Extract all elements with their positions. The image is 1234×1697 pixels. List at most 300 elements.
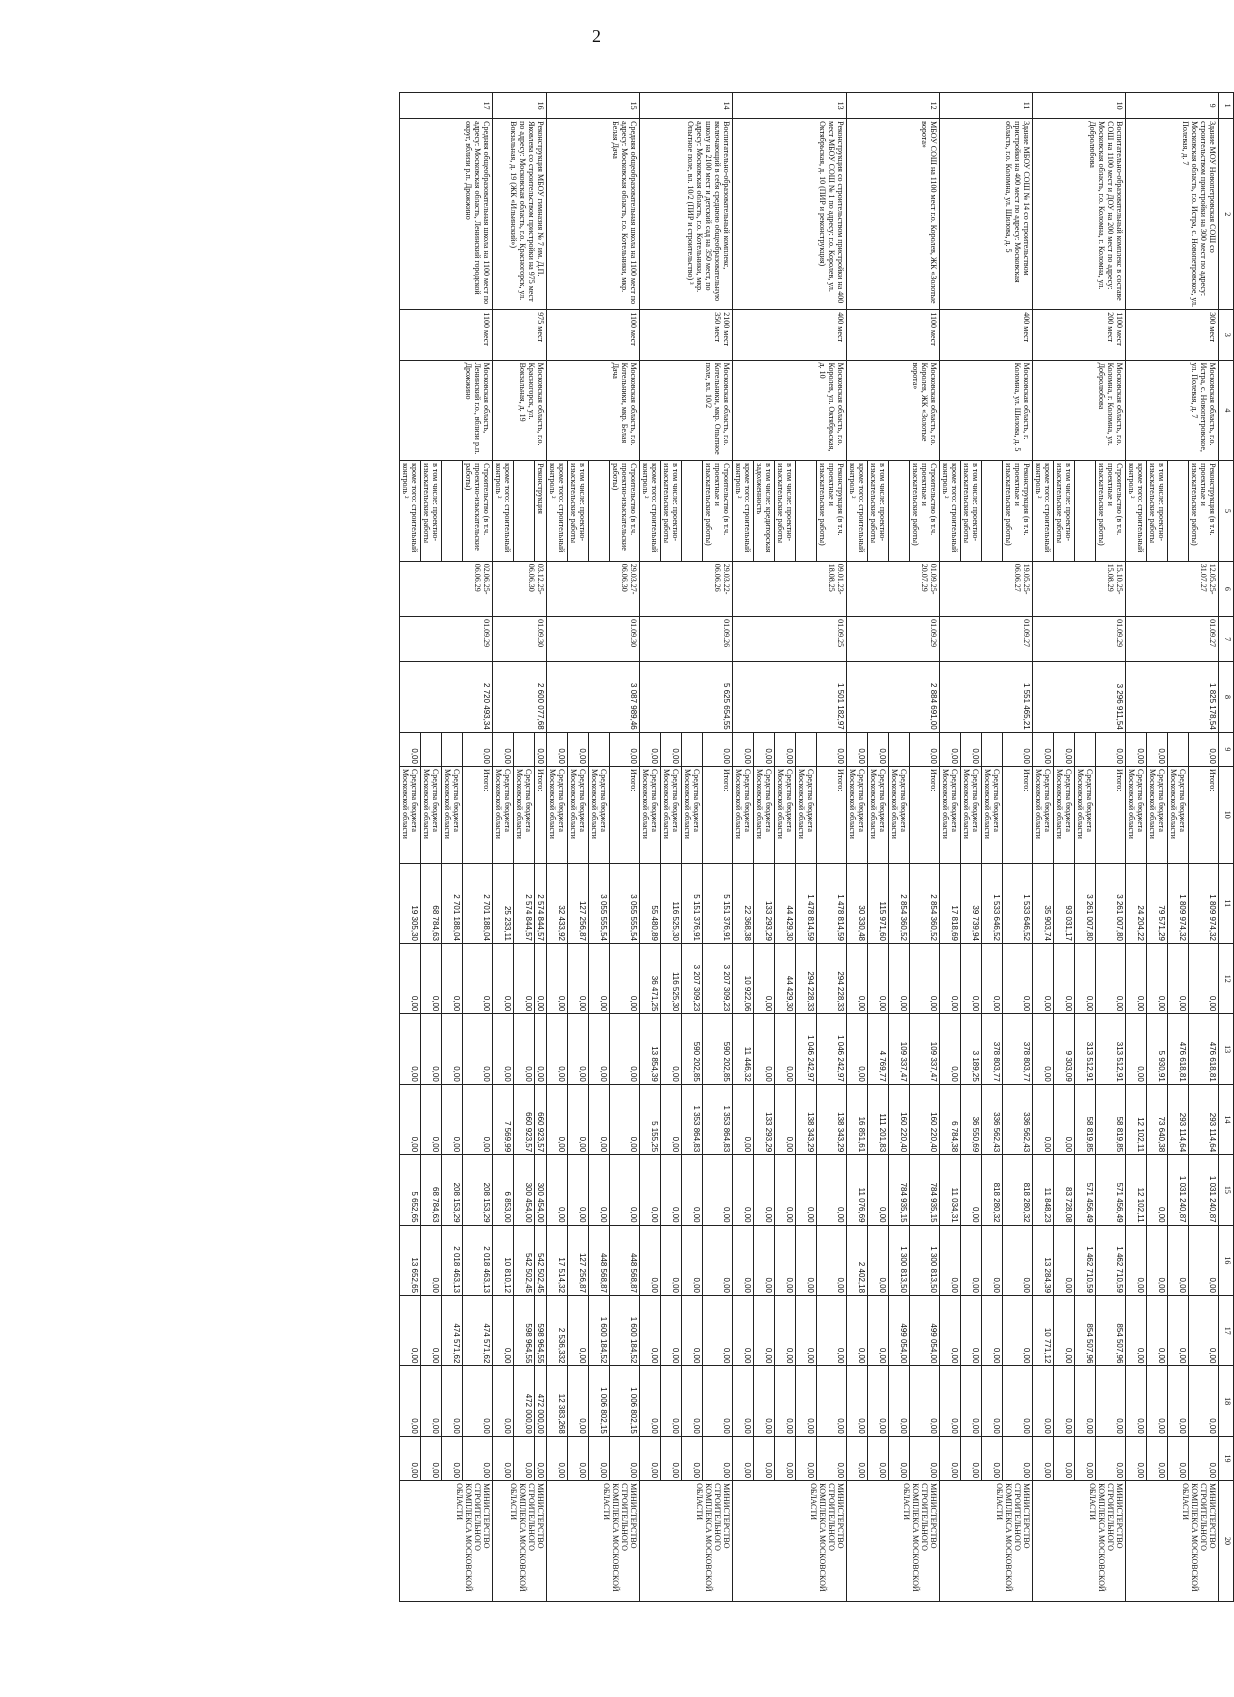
amount-cell: 0,00: [421, 943, 442, 1013]
amount-cell: 0,00: [1033, 1084, 1054, 1154]
amount-cell: 0,00: [421, 1225, 442, 1295]
amount-cell: 300 454,00: [535, 1155, 547, 1225]
amount-cell: 1 300 813,50: [910, 1225, 940, 1295]
amount-cell: 0,00: [661, 1366, 682, 1436]
column-number: 15: [1219, 1155, 1234, 1225]
amount-cell: 0,00: [817, 1155, 847, 1225]
amount-cell: 0,00: [775, 1366, 796, 1436]
col9-value: [889, 732, 910, 766]
amount-cell: 378 803,77: [982, 1014, 1003, 1084]
commission-date: 01.09.29: [847, 617, 940, 662]
amount-cell: 294 228,33: [796, 943, 817, 1013]
amount-cell: 12 383,268: [547, 1366, 568, 1436]
col9-value: [589, 732, 610, 766]
work-type: [796, 461, 817, 562]
funding-source: Средства бюджета Московской области: [1075, 766, 1096, 863]
column-number: 12: [1219, 943, 1234, 1013]
amount-cell: 1 809 974,32: [1168, 863, 1189, 943]
amount-cell: 0,00: [868, 1225, 889, 1295]
amount-cell: 0,00: [982, 1225, 1003, 1295]
funding-source: Итого:: [1003, 766, 1033, 863]
row-number: 16: [493, 93, 547, 119]
column-number: 11: [1219, 863, 1234, 943]
amount-cell: 83 728,08: [1054, 1155, 1075, 1225]
amount-cell: 0,00: [796, 1225, 817, 1295]
work-type: кроме того: строительный контроль ²: [733, 461, 754, 562]
table-row: [610, 93, 640, 1602]
amount-cell: 3 055 555,54: [610, 863, 640, 943]
amount-cell: 6 784,38: [940, 1084, 961, 1154]
commission-date: 01.09.25: [733, 617, 847, 662]
amount-cell: 0,00: [640, 1296, 661, 1366]
total-cost: 3 087 989,46: [547, 662, 640, 732]
amount-cell: 0,00: [703, 1155, 733, 1225]
amount-cell: 499 054,00: [910, 1296, 940, 1366]
amount-cell: 0,00: [568, 1084, 589, 1154]
amount-cell: 1 006 802,15: [589, 1366, 610, 1436]
row-number: 14: [640, 93, 733, 119]
amount-cell: 0,00: [796, 1155, 817, 1225]
work-type: [589, 461, 610, 562]
address: Московская область, г.о. Королев, ул. Октябрьская, д. 10: [733, 360, 847, 461]
funding-source: Средства бюджета Московской области: [733, 766, 754, 863]
amount-cell: 3 189,25: [961, 1014, 982, 1084]
col9-value: 0,00: [868, 732, 889, 766]
amount-cell: 293 114,64: [1168, 1084, 1189, 1154]
column-number: 7: [1219, 617, 1234, 662]
amount-cell: 0,00: [589, 1436, 610, 1480]
amount-cell: 0,00: [463, 943, 493, 1013]
amount-cell: 13 284,39: [1033, 1225, 1054, 1295]
funding-source: Средства бюджета Московской области: [1126, 766, 1147, 863]
amount-cell: 0,00: [1189, 1296, 1219, 1366]
amount-cell: 0,00: [1096, 943, 1126, 1013]
amount-cell: 0,00: [1168, 943, 1189, 1013]
amount-cell: 0,00: [514, 1014, 535, 1084]
amount-cell: 58 819,85: [1075, 1084, 1096, 1154]
amount-cell: 11 076,69: [847, 1155, 868, 1225]
column-number: 5: [1219, 461, 1234, 562]
amount-cell: 0,00: [733, 1155, 754, 1225]
amount-cell: 542 502,45: [535, 1225, 547, 1295]
work-type: кроме того: строительный контроль ²: [940, 461, 961, 562]
amount-cell: 0,00: [1189, 1225, 1219, 1295]
amount-cell: 138 343,29: [817, 1084, 847, 1154]
amount-cell: 2 854 360,52: [889, 863, 910, 943]
row-number: 9: [1126, 93, 1219, 119]
work-type: [889, 461, 910, 562]
col9-value: 0,00: [1096, 732, 1126, 766]
amount-cell: 0,00: [610, 1155, 640, 1225]
amount-cell: 0,00: [1168, 1436, 1189, 1480]
amount-cell: 854 507,96: [1096, 1296, 1126, 1366]
amount-cell: 0,00: [796, 1366, 817, 1436]
funding-source: Итого:: [817, 766, 847, 863]
amount-cell: 0,00: [703, 1436, 733, 1480]
responsible-body: МИНИСТЕРСТВО СТРОИТЕЛЬНОГО КОМПЛЕКСА МОСКОВСКОЙ ОБЛАСТИ: [847, 1481, 940, 1602]
amount-cell: 0,00: [535, 943, 547, 1013]
amount-cell: 4 769,77: [868, 1014, 889, 1084]
responsible-body: МИНИСТЕРСТВО СТРОИТЕЛЬНОГО КОМПЛЕКСА МОСКОВСКОЙ ОБЛАСТИ: [493, 1481, 547, 1602]
amount-cell: 0,00: [1096, 1436, 1126, 1480]
responsible-body: МИНИСТЕРСТВО СТРОИТЕЛЬНОГО КОМПЛЕКСА МОСКОВСКОЙ ОБЛАСТИ: [1033, 1481, 1126, 1602]
amount-cell: 2 701 188,04: [463, 863, 493, 943]
commission-date: 01.09.26: [640, 617, 733, 662]
amount-cell: 0,00: [961, 1155, 982, 1225]
row-number: 13: [733, 93, 847, 119]
col9-value: 0,00: [775, 732, 796, 766]
col9-value: 0,00: [1054, 732, 1075, 766]
col9-value: 0,00: [733, 732, 754, 766]
amount-cell: 5 930,91: [1147, 1014, 1168, 1084]
amount-cell: 0,00: [547, 1436, 568, 1480]
amount-cell: 0,00: [1126, 943, 1147, 1013]
work-type: в том числе: проектно-изыскательские работы: [568, 461, 589, 562]
address: Московская область, Ленинский г.о., вблизи р.п. Дрожжино: [400, 360, 493, 461]
amount-cell: 0,00: [661, 1014, 682, 1084]
amount-cell: 0,00: [640, 1436, 661, 1480]
amount-cell: 2 018 463,13: [463, 1225, 493, 1295]
amount-cell: 0,00: [568, 1366, 589, 1436]
amount-cell: 0,00: [1075, 943, 1096, 1013]
amount-cell: 12 102,11: [1126, 1084, 1147, 1154]
amount-cell: 36 550,69: [961, 1084, 982, 1154]
work-type: [982, 461, 1003, 562]
amount-cell: 2 701 188,04: [442, 863, 463, 943]
amount-cell: 133 293,29: [754, 863, 775, 943]
amount-cell: 0,00: [775, 1436, 796, 1480]
amount-cell: 0,00: [682, 1296, 703, 1366]
amount-cell: 0,00: [868, 1155, 889, 1225]
amount-cell: 17 818,69: [940, 863, 961, 943]
amount-cell: 0,00: [442, 1366, 463, 1436]
amount-cell: 2 402,18: [847, 1225, 868, 1295]
work-type: [1075, 461, 1096, 562]
funding-source: Средства бюджета Московской области: [661, 766, 682, 863]
amount-cell: 0,00: [1147, 1225, 1168, 1295]
amount-cell: 0,00: [1054, 943, 1075, 1013]
amount-cell: 1 353 864,83: [682, 1084, 703, 1154]
amount-cell: 0,00: [463, 1366, 493, 1436]
amount-cell: 0,00: [754, 1225, 775, 1295]
funding-source: Итого:: [910, 766, 940, 863]
amount-cell: 660 923,57: [535, 1084, 547, 1154]
amount-cell: 0,00: [610, 1436, 640, 1480]
amount-cell: 1 046 242,97: [817, 1014, 847, 1084]
work-type: в том числе: проектно-изыскательские работы: [421, 461, 442, 562]
amount-cell: 0,00: [463, 1014, 493, 1084]
amount-cell: 0,00: [421, 1084, 442, 1154]
amount-cell: 79 571,29: [1147, 863, 1168, 943]
amount-cell: 10 922,06: [733, 943, 754, 1013]
amount-cell: 0,00: [400, 1296, 421, 1366]
amount-cell: 0,00: [1096, 1366, 1126, 1436]
col9-value: 0,00: [610, 732, 640, 766]
amount-cell: 0,00: [547, 1155, 568, 1225]
commission-date: 01.09.27: [1126, 617, 1219, 662]
amount-cell: 0,00: [1054, 1436, 1075, 1480]
amount-cell: 0,00: [961, 1436, 982, 1480]
amount-cell: 0,00: [775, 1014, 796, 1084]
work-type: в том числе: проектно-изыскательские работы: [1147, 461, 1168, 562]
work-type: [442, 461, 463, 562]
col9-value: 0,00: [1003, 732, 1033, 766]
column-number: 16: [1219, 1225, 1234, 1295]
capacity: 975 мест: [493, 310, 547, 360]
amount-cell: 0,00: [847, 1296, 868, 1366]
capacity: 1100 мест: [847, 310, 940, 360]
table-row: [703, 93, 733, 1602]
amount-cell: 0,00: [682, 1155, 703, 1225]
amount-cell: 0,00: [493, 1366, 514, 1436]
funding-source: Средства бюджета Московской области: [1168, 766, 1189, 863]
col9-value: [442, 732, 463, 766]
funding-source: Средства бюджета Московской области: [982, 766, 1003, 863]
amount-cell: 590 202,85: [703, 1014, 733, 1084]
amount-cell: 0,00: [817, 1225, 847, 1295]
amount-cell: 1 600 184,52: [589, 1296, 610, 1366]
amount-cell: 0,00: [1189, 1366, 1219, 1436]
amount-cell: 0,00: [514, 943, 535, 1013]
amount-cell: 0,00: [1168, 1366, 1189, 1436]
table-row: [910, 93, 940, 1602]
work-type: Строительство (в т.ч. проектно-изыскательские работы): [463, 461, 493, 562]
amount-cell: 0,00: [400, 943, 421, 1013]
amount-cell: 0,00: [1189, 1436, 1219, 1480]
work-type: кроме того: строительный контроль ²: [847, 461, 868, 562]
row-number: 17: [400, 93, 493, 119]
amount-cell: 10 810,12: [493, 1225, 514, 1295]
amount-cell: 55 480,89: [640, 863, 661, 943]
amount-cell: 58 819,85: [1096, 1084, 1126, 1154]
col9-value: 0,00: [568, 732, 589, 766]
amount-cell: 336 562,43: [982, 1084, 1003, 1154]
amount-cell: 12 102,11: [1126, 1155, 1147, 1225]
funding-source: Средства бюджета Московской области: [1147, 766, 1168, 863]
amount-cell: 5 151 376,91: [703, 863, 733, 943]
amount-cell: 0,00: [568, 1296, 589, 1366]
amount-cell: 0,00: [868, 943, 889, 1013]
work-dates: 29.03.27-06.06.30: [547, 561, 640, 616]
work-type: кроме того: строительный контроль ²: [400, 461, 421, 562]
amount-cell: 378 803,77: [1003, 1014, 1033, 1084]
table-row: [1189, 93, 1219, 1602]
amount-cell: 0,00: [889, 1366, 910, 1436]
column-number: 10: [1219, 766, 1234, 863]
column-number: 3: [1219, 310, 1234, 360]
amount-cell: 0,00: [1054, 1366, 1075, 1436]
capacity: 2100 мест 350 мест: [640, 310, 733, 360]
amount-cell: 0,00: [661, 1225, 682, 1295]
amount-cell: 0,00: [682, 1225, 703, 1295]
col9-value: [1075, 732, 1096, 766]
amount-cell: 0,00: [847, 1366, 868, 1436]
work-type: кроме того: строительный контроль ²: [640, 461, 661, 562]
amount-cell: 0,00: [1054, 1225, 1075, 1295]
work-type: Строительство (в т.ч. проектные и изыскательские работы): [910, 461, 940, 562]
amount-cell: 0,00: [982, 943, 1003, 1013]
amount-cell: 0,00: [910, 1436, 940, 1480]
work-dates: 19.05.25-06.06.27: [940, 561, 1033, 616]
amount-cell: 0,00: [1003, 1436, 1033, 1480]
work-type: в том числе: проектно-изыскательские работы: [1054, 461, 1075, 562]
amount-cell: 571 456,49: [1096, 1155, 1126, 1225]
table-body: [400, 93, 1219, 1602]
amount-cell: 313 512,91: [1096, 1014, 1126, 1084]
amount-cell: 1 478 814,59: [817, 863, 847, 943]
object-name: Воспитательно-образовательный комплекс, включающий в себя среднюю общеобразовательную школу на 2100 мест и детский сад на 350 мест, по адресу: Московская область, г.о. Котельники, мкр. Опытное поле, вл. 10/2 (ПИР и строительство) ³: [640, 119, 733, 310]
amount-cell: 0,00: [661, 1155, 682, 1225]
table-row: [1096, 93, 1126, 1602]
funding-source: Средства бюджета Московской области: [493, 766, 514, 863]
rotated-table-container: [284, 92, 1234, 1602]
responsible-body: МИНИСТЕРСТВО СТРОИТЕЛЬНОГО КОМПЛЕКСА МОСКОВСКОЙ ОБЛАСТИ: [733, 1481, 847, 1602]
amount-cell: 5 151 376,91: [682, 863, 703, 943]
column-number: 4: [1219, 360, 1234, 461]
object-name: Здание МБОУ СОШ № 14 со строительством пристройки на 400 мест по адресу: Московская область, г.о. Коломна, ул. Шилова, д. 5: [940, 119, 1033, 310]
address: Московская область, г. Коломна, ул. Шилова, д. 5: [940, 360, 1033, 461]
amount-cell: 0,00: [847, 1436, 868, 1480]
col9-value: 0,00: [535, 732, 547, 766]
funding-source: Средства бюджета Московской области: [421, 766, 442, 863]
amount-cell: 25 233,11: [493, 863, 514, 943]
amount-cell: 0,00: [889, 943, 910, 1013]
amount-cell: 1 031 240,87: [1189, 1155, 1219, 1225]
responsible-body: МИНИСТЕРСТВО СТРОИТЕЛЬНОГО КОМПЛЕКСА МОСКОВСКОЙ ОБЛАСТИ: [640, 1481, 733, 1602]
work-type: Строительство (в т.ч. проектные и изыскательские работы): [1096, 461, 1126, 562]
amount-cell: 0,00: [982, 1296, 1003, 1366]
amount-cell: 0,00: [493, 1014, 514, 1084]
address: Московская область, г.о. Красногорск, ул. Вокзальная, д. 19: [493, 360, 547, 461]
amount-cell: 854 507,96: [1075, 1296, 1096, 1366]
amount-cell: 0,00: [463, 1436, 493, 1480]
amount-cell: 0,00: [421, 1014, 442, 1084]
amount-cell: 0,00: [1126, 1296, 1147, 1366]
amount-cell: 2 574 844,57: [535, 863, 547, 943]
object-name: Средняя общеобразовательная школа на 1100 мест по адресу: Московская область, Ленинский городской округ, вблизи р.п. Дрожжино: [400, 119, 493, 310]
amount-cell: 0,00: [442, 943, 463, 1013]
funding-source: Средства бюджета Московской области: [868, 766, 889, 863]
work-dates: 12.05.25-31.07.27: [1126, 561, 1219, 616]
amount-cell: 3 261 007,80: [1075, 863, 1096, 943]
amount-cell: 13 652,65: [400, 1225, 421, 1295]
amount-cell: 11 034,31: [940, 1155, 961, 1225]
amount-cell: 0,00: [640, 1366, 661, 1436]
amount-cell: 9 303,09: [1054, 1014, 1075, 1084]
amount-cell: 0,00: [610, 1084, 640, 1154]
amount-cell: 571 456,49: [1075, 1155, 1096, 1225]
col9-value: [1168, 732, 1189, 766]
amount-cell: 0,00: [589, 943, 610, 1013]
amount-cell: 0,00: [421, 1436, 442, 1480]
col9-value: 0,00: [754, 732, 775, 766]
amount-cell: 0,00: [817, 1296, 847, 1366]
amount-cell: 0,00: [817, 1366, 847, 1436]
amount-cell: 0,00: [682, 1366, 703, 1436]
amount-cell: 0,00: [442, 1084, 463, 1154]
investment-table: [399, 92, 1234, 1602]
col9-value: 0,00: [1147, 732, 1168, 766]
amount-cell: 0,00: [982, 1366, 1003, 1436]
amount-cell: 0,00: [817, 1436, 847, 1480]
amount-cell: 476 618,81: [1189, 1014, 1219, 1084]
amount-cell: 2 574 844,57: [514, 863, 535, 943]
amount-cell: 32 433,92: [547, 863, 568, 943]
amount-cell: 0,00: [514, 1436, 535, 1480]
amount-cell: 0,00: [982, 1436, 1003, 1480]
funding-source: Итого:: [535, 766, 547, 863]
work-type: [1168, 461, 1189, 562]
amount-cell: 1 478 814,59: [796, 863, 817, 943]
amount-cell: 0,00: [1189, 943, 1219, 1013]
funding-source: Средства бюджета Московской области: [640, 766, 661, 863]
amount-cell: 0,00: [1003, 1225, 1033, 1295]
amount-cell: 0,00: [733, 1436, 754, 1480]
work-type: в том числе: проектно-изыскательские работы: [661, 461, 682, 562]
amount-cell: 160 220,40: [910, 1084, 940, 1154]
amount-cell: 0,00: [1126, 1225, 1147, 1295]
responsible-body: МИНИСТЕРСТВО СТРОИТЕЛЬНОГО КОМПЛЕКСА МОСКОВСКОЙ ОБЛАСТИ: [400, 1481, 493, 1602]
work-type: Реконструкция (в т.ч. проектные и изыскательские работы): [1189, 461, 1219, 562]
amount-cell: 0,00: [661, 1436, 682, 1480]
col9-value: 0,00: [703, 732, 733, 766]
amount-cell: 0,00: [682, 1436, 703, 1480]
funding-source: Средства бюджета Московской области: [754, 766, 775, 863]
column-number: 14: [1219, 1084, 1234, 1154]
work-dates: 03.12.25-06.06.30: [493, 561, 547, 616]
table-row: [535, 93, 547, 1602]
funding-source: Средства бюджета Московской области: [682, 766, 703, 863]
amount-cell: 0,00: [910, 943, 940, 1013]
column-number: 6: [1219, 561, 1234, 616]
amount-cell: 0,00: [868, 1436, 889, 1480]
column-number: 9: [1219, 732, 1234, 766]
amount-cell: 3 207 309,23: [703, 943, 733, 1013]
column-number: 20: [1219, 1481, 1234, 1602]
amount-cell: 784 935,15: [889, 1155, 910, 1225]
capacity: 300 мест: [1126, 310, 1219, 360]
amount-cell: 0,00: [1075, 1436, 1096, 1480]
table-row: [1003, 93, 1033, 1602]
amount-cell: 0,00: [568, 1014, 589, 1084]
amount-cell: 0,00: [1147, 1366, 1168, 1436]
amount-cell: 0,00: [754, 943, 775, 1013]
funding-source: Итого:: [703, 766, 733, 863]
funding-source: Средства бюджета Московской области: [889, 766, 910, 863]
amount-cell: 0,00: [493, 1436, 514, 1480]
amount-cell: 0,00: [640, 1155, 661, 1225]
amount-cell: 138 343,29: [796, 1084, 817, 1154]
amount-cell: 0,00: [703, 1366, 733, 1436]
amount-cell: 11 446,32: [733, 1014, 754, 1084]
amount-cell: 598 964,55: [514, 1296, 535, 1366]
funding-source: Средства бюджета Московской области: [775, 766, 796, 863]
address: Московская область, г.о. Королев, ЖК «Золотые ворота»: [847, 360, 940, 461]
amount-cell: 0,00: [1126, 1436, 1147, 1480]
work-type: Строительство (в т.ч. проектно-изыскательские работы): [610, 461, 640, 562]
amount-cell: 0,00: [421, 1366, 442, 1436]
object-name: Реконструкция со строительством пристройки на 400 мест МБОУ СОШ № 1 по адресу: г.о. Королев, ул. Октябрьская, д. 10 (ПИР и реконструкция): [733, 119, 847, 310]
object-name: МБОУ СОШ на 1100 мест г.о. Королев, ЖК «Золотые ворота»: [847, 119, 940, 310]
amount-cell: 0,00: [1147, 943, 1168, 1013]
amount-cell: 0,00: [1054, 1084, 1075, 1154]
amount-cell: 0,00: [442, 1014, 463, 1084]
total-cost: 5 625 654,55: [640, 662, 733, 732]
amount-cell: 476 618,81: [1168, 1014, 1189, 1084]
amount-cell: 0,00: [610, 1014, 640, 1084]
amount-cell: 0,00: [661, 1296, 682, 1366]
amount-cell: 19 305,30: [400, 863, 421, 943]
